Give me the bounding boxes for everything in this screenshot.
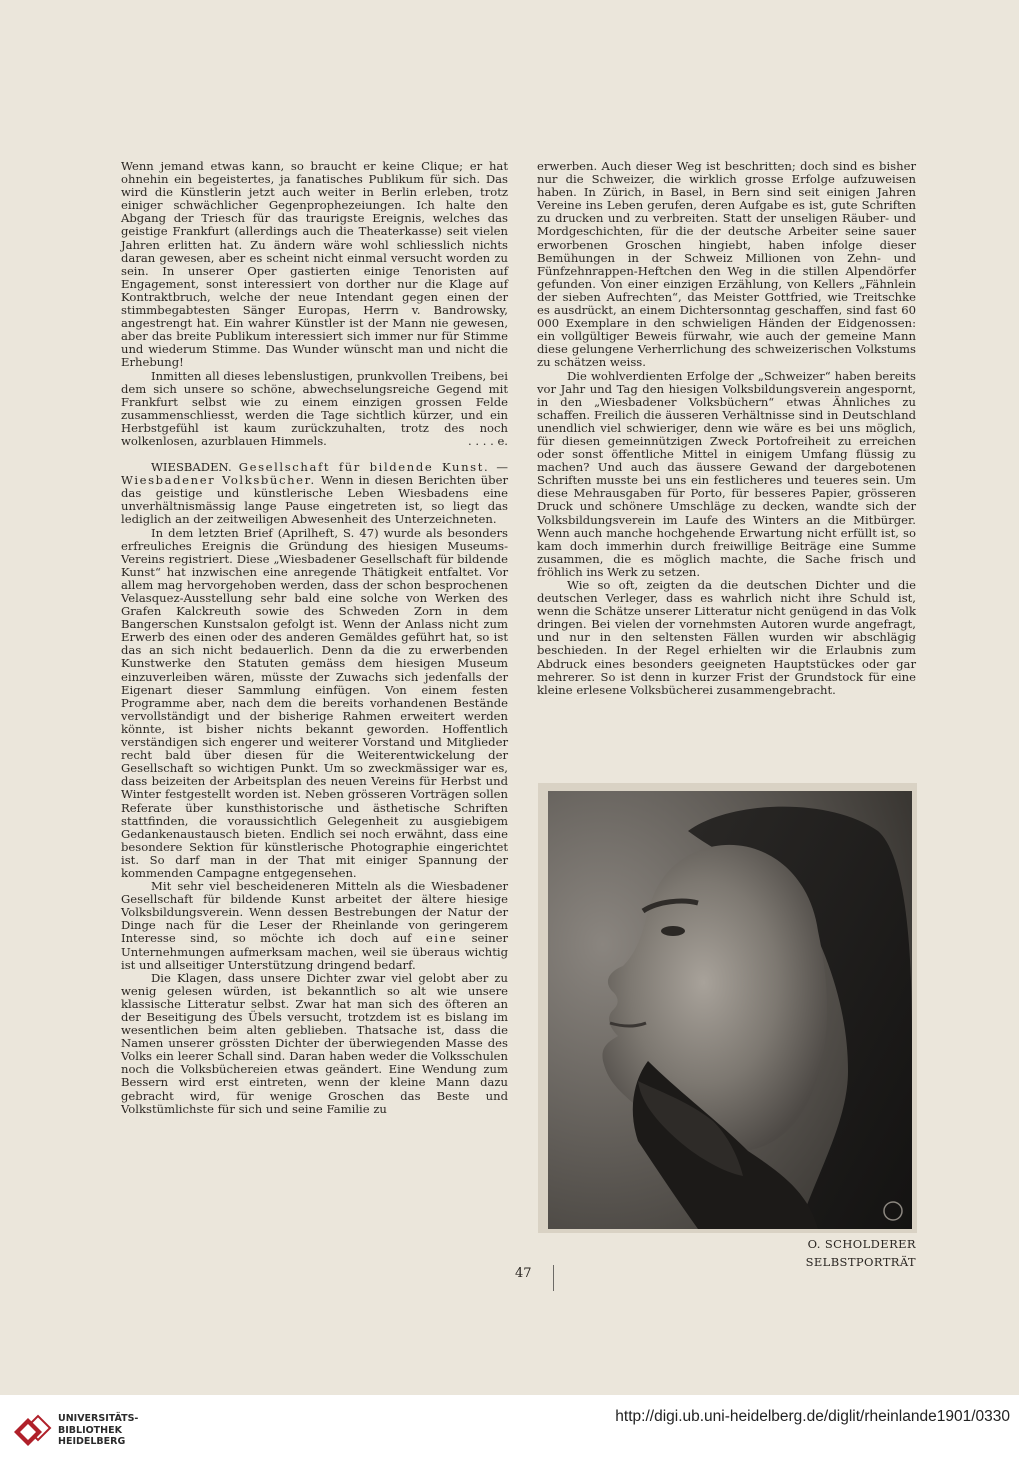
logo-icon: [12, 1406, 54, 1448]
self-portrait-image: [548, 791, 912, 1229]
section-paragraph: [121, 461, 508, 526]
library-name: [58, 1413, 138, 1448]
section-heading-books: Wiesbadener Volksbücher.: [121, 473, 316, 488]
paragraph: Die wohlverdienten Erfolge der „Schweizer“ haben bereits vor Jahr und Tag den hiesigen Volksbildungsverein angespornt, in den „Wiesbadener Volksbüchern“ etwas Ähnliches zu schaffen. Freilich die äusseren Verhältnisse sind in Deutschland unendlich viel schwieriger, denn wie wäre es bei uns möglich, für diesen gemeinnützigen Zweck Portofreiheit zu erreichen oder sonst öffentliche Mittel in einigem Umfang flüssig zu machen? Und auch das äussere Gewand der dargebotenen Schriften musste bei uns ein festlicheres und teueres sein. Um diese Mehrausgaben für Porto, für besseres Papier, grösseren Druck und schönere Umschläge zu decken, wandte sich der Volksbildungsverein im Laufe des Winters an die Mitbürger. Wenn auch manche hochgehende Erwartung nicht erfüllt ist, so kam doch immerhin durch freiwillige Beiträge eine Summe zusammen, die es möglich machte, die Sache frisch und fröhlich ins Werk zu setzen.: [537, 368, 916, 579]
paragraph-text: Inmitten all dieses lebenslustigen, prunkvollen Treibens, bei dem sich unsere so schöne, abwechselungsreiche Gegend mit Frankfurt selbst wie zu einem einzigen grossen Felde zusammenschliesst, werden die Tage sichtlich kürzer, und ein Herbstgefühl ist kaum zurückzuhalten, trotz des noch wolkenlosen, azurblauen Himmels.: [121, 368, 508, 448]
heidelberg-library-logo: [12, 1406, 54, 1448]
section-heading-society: Gesellschaft für bildende Kunst.: [238, 460, 490, 475]
section-heading-city: WIESBADEN.: [151, 460, 232, 475]
paragraph: Wie so oft, zeigten da die deutschen Dichter und die deutschen Verleger, dass es wahrlich nicht ihre Schuld ist, wenn die Schätze unserer Litteratur nicht genügend in das Volk dringen. Bei vielen der vornehmsten Autoren wurde angefragt, und nur in den seltensten Fällen wurden wir abschlägig beschieden. In der Regel erhielten wir die Erlaubnis zum Abdruck eines besonders geeigneten Hauptstückes oder gar mehrerer. So ist denn in kurzer Frist der Grundstock für eine kleine erlesene Volksbücherei zusammengebracht.: [537, 578, 916, 697]
heading-dash: —: [496, 460, 508, 475]
left-text-column: [121, 160, 508, 1116]
library-name-line: UNIVERSITÄTS-: [58, 1413, 139, 1424]
library-footer: [0, 1395, 1019, 1468]
portrait-caption: [700, 1235, 916, 1271]
caption-artist: O. SCHOLDERER: [807, 1237, 916, 1251]
portrait-illustration: [548, 791, 912, 1229]
paragraph-text: Wenn in diesen Berichten über das geistige und künstlerische Leben Wiesbadens eine unverhältnismässig lange Pause eingetreten ist, so liegt das lediglich an der zeitweiligen Abwesenheit des Unterzeichneten.: [121, 473, 508, 527]
source-url-link[interactable]: http://digi.ub.uni-heidelberg.de/diglit/rheinlande1901/0330: [615, 1408, 1010, 1425]
library-name-line: BIBLIOTHEK: [58, 1424, 122, 1436]
caption-title: SELBSTPORTRÄT: [805, 1255, 916, 1269]
paragraph: Wenn jemand etwas kann, so braucht er keine Clique; er hat ohnehin ein begeistertes, ja fanatisches Publikum für sich. Das wird die Künstlerin jetzt auch weiter in Berlin erleben, trotz einiger schwächlicher Gegenprophezeiungen. Ich halte den Abgang der Triesch für das traurigste Ereignis, welches das geistige Frankfurt (allerdings auch die Theaterkasse) seit vielen Jahren erlitten hat. Zu ändern wäre wohl schliesslich nichts daran gewesen, aber es scheint nicht einmal versucht worden zu sein. In unserer Oper gastierten einige Tenoristen auf Engagement, sonst interessiert von dorther nur die Klage auf Kontraktbruch, welche der neue Intendant gegen einen der stimmbegabtesten Sänger Europas, Herrn v. Bandrowsky, angestrengt hat. Ein wahrer Künstler ist der Mann nie gewesen, aber das breite Publikum interessiert sich immer nur für Stimme und wiederum Stimme. Das Wunder wünscht man und nicht die Erhebung!: [121, 159, 508, 370]
paragraph: erwerben. Auch dieser Weg ist beschritten; doch sind es bisher nur die Schweizer, die wirklich grosse Erfolge aufzuweisen haben. In Zürich, in Basel, in Bern sind seit einigen Jahren Vereine ins Leben gerufen, deren Aufgabe es ist, gute Schriften zu drucken und zu verbreiten. Statt der unseligen Räuber- und Mordgeschichten, für die der deutsche Arbeiter seine sauer erworbenen Groschen hingiebt, haben infolge dieser Bemühungen in der Schweiz Millionen von Zehn- und Fünfzehnrappen-Heftchen den Weg in die stillen Alpendörfer gefunden. Von einer einzigen Erzählung, von Kellers „Fähnlein der sieben Aufrechten“, das Meister Gottfried, wie Treitschke es ausdrückt, an einem Dichtersonntag geschaffen, sind fast 60 000 Exemplare in den schwieligen Händen der Eidgenossen: ein vollgültiger Beweis fürwahr, wie auch der gemeine Mann diese gelungene Verherrlichung des schweizerischen Volkstums zu schätzen weiss.: [537, 159, 916, 370]
paragraph: In dem letzten Brief (Aprilheft, S. 47) wurde als besonders erfreuliches Ereignis die Gründung des hiesigen Museums-Vereins registriert. Diese „Wiesbadener Gesellschaft für bildende Kunst“ hat inzwischen eine anregende Thätigkeit entfaltet. Vor allem mag hervorgehoben werden, dass der schon besprochenen Velasquez-Ausstellung sehr bald eine solche von Werken des Grafen Kalckreuth sowie des Schweden Zorn in dem Bangerschen Kunstsalon gefolgt ist. Wenn der Anlass nicht zum Erwerb des einen oder des anderen Gemäldes geführt hat, so ist das an sich nicht bedauerlich. Denn da die zu erwerbenden Kunstwerke den Statuten gemäss dem hiesigen Museum einzuverleiben wären, müsste der Zuwachs sich jedenfalls der Eigenart dieser Sammlung einfügen. Von einem festen Programme aber, nach dem die bereits vorhandenen Bestände vervollständigt und der bisherige Rahmen erweitert werden könnte, ist bisher nichts bekannt geworden. Hoffentlich verständigen sich engerer und weiterer Vorstand und Mitglieder recht bald über diesen für die Weiterentwickelung der Gesellschaft so wichtigen Punkt. Um so zweckmässiger war es, dass beizeiten der Arbeitsplan des neuen Vereins für Herbst und Winter festgestellt worden ist. Neben grösseren Vorträgen sollen Referate über kunsthistorische und ästhetische Schriften stattfinden, die voraussichtlich Gelegenheit zu ausgiebigem Gedankenaustausch bieten. Endlich sei noch erwähnt, dass eine besondere Sektion für künstlerische Photographie eingerichtet ist. So darf man in der That mit einiger Spannung der kommenden Campagne entgegensehen.: [121, 525, 508, 880]
paragraph-text: seiner Unternehmungen aufmerksam machen, weil sie überaus wichtig ist und allseitiger Unterstützung dringend bedarf.: [121, 931, 508, 972]
emphasized-word: eine: [425, 931, 458, 946]
paragraph: Die Klagen, dass unsere Dichter zwar viel gelobt aber zu wenig gelesen würden, ist bekanntlich so alt wie unsere klassische Litteratur selbst. Zwar hat man sich des öfteren an der Beseitigung des Übels versucht, trotzdem ist es bislang im wesentlichen beim alten geblieben. Thatsache ist, dass die Namen unserer grössten Dichter der überwiegenden Masse des Volks ein leerer Schall sind. Daran haben weder die Volksschulen noch die Volksbüchereien etwas geändert. Eine Wendung zum Bessern wird erst eintreten, wenn der kleine Mann dazu gebracht wird, für wenige Groschen das Beste und Volkstümlichste für sich und seine Familie zu: [121, 970, 508, 1116]
paragraph: [121, 370, 508, 449]
page-number: 47: [515, 1266, 532, 1281]
author-signature: . . . . e.: [467, 433, 508, 448]
gutter-mark: [553, 1265, 554, 1291]
paragraph-text: Mit sehr viel bescheideneren Mitteln als die Wiesbadener Gesellschaft für bildende Kunst arbeitet der ältere hiesige Volksbildungsverein. Wenn dessen Bestrebungen der Natur der Dinge nach für die Leser der Rheinlande von geringerem Interesse sind, so möchte ich doch auf: [121, 879, 508, 946]
paragraph: [121, 880, 508, 972]
right-text-column: [537, 160, 916, 697]
library-name-line: HEIDELBERG: [58, 1436, 126, 1447]
